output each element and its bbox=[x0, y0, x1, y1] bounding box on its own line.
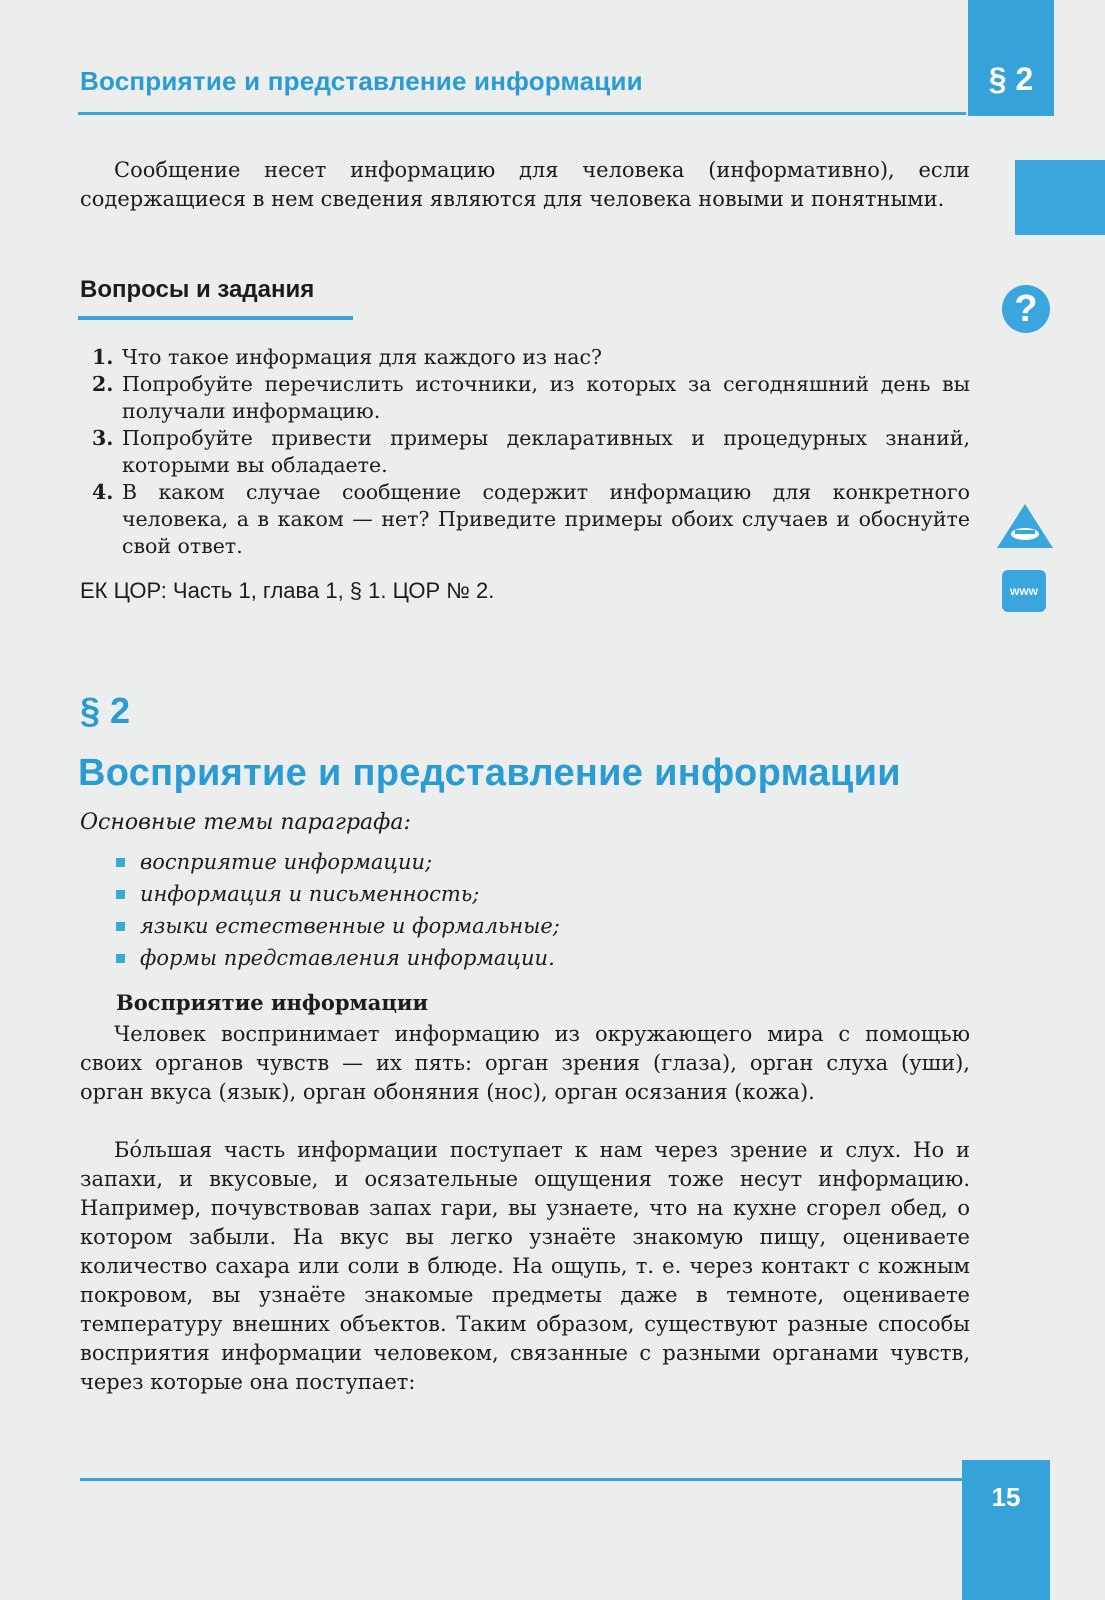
topics-list bbox=[116, 846, 560, 974]
bullet-square-icon bbox=[116, 954, 125, 963]
www-icon: www bbox=[1002, 570, 1046, 612]
section-number: § 2 bbox=[80, 690, 131, 731]
bullet-square-icon bbox=[116, 858, 125, 867]
question-text: Попробуйте привести примеры декларативных и процедурных знаний, которыми вы обладаете. bbox=[122, 426, 970, 477]
side-color-bar bbox=[1015, 160, 1105, 235]
body-paragraph-1: Человек воспринимает информацию из окружающего мира с помощью своих органов чувств — их пять: орган зрения (глаза), орган слуха (уши), орган вкуса (язык), орган обоняния (нос), орган осязания (кожа). bbox=[80, 1022, 970, 1104]
bullet-square-icon bbox=[116, 890, 125, 899]
question-text: В каком случае сообщение содержит информацию для конкретного человека, а в каком — нет? Приведите примеры обоих случаев и обоснуйте свой ответ. bbox=[122, 480, 970, 558]
questions-heading: Вопросы и задания bbox=[80, 276, 315, 303]
questions-heading-rule bbox=[78, 316, 353, 320]
topic-text: информация и письменность; bbox=[140, 882, 480, 906]
footer-rule bbox=[80, 1478, 978, 1481]
question-number: 3. bbox=[92, 426, 114, 450]
question-number: 1. bbox=[92, 345, 114, 369]
list-item bbox=[116, 910, 560, 942]
ecor-reference: ЕК ЦОР: Часть 1, глава 1, § 1. ЦОР № 2. bbox=[80, 578, 495, 603]
list-item bbox=[116, 878, 560, 910]
questions-list bbox=[92, 344, 970, 560]
intro-paragraph: Сообщение несет информацию для человека (информативно), если содержащиеся в нем сведения являются для человека новыми и понятными. bbox=[80, 158, 970, 211]
list-item bbox=[116, 942, 560, 974]
list-item bbox=[92, 479, 970, 560]
topic-text: восприятие информации; bbox=[140, 850, 433, 874]
list-item bbox=[92, 344, 970, 371]
section-tab: § 2 bbox=[968, 0, 1054, 116]
subsection-heading: Восприятие информации bbox=[116, 990, 429, 1015]
topic-text: формы представления информации. bbox=[140, 946, 555, 970]
list-item bbox=[92, 425, 970, 479]
header-rule bbox=[78, 112, 966, 115]
question-icon: ? bbox=[1002, 285, 1050, 333]
workshop-triangle-icon bbox=[995, 502, 1055, 550]
question-text: Попробуйте перечислить источники, из которых за сегодняшний день вы получали информацию. bbox=[122, 372, 970, 423]
topics-heading: Основные темы параграфа: bbox=[80, 810, 411, 835]
question-number: 4. bbox=[92, 480, 114, 504]
body-paragraph-2: Бо́льшая часть информации поступает к нам через зрение и слух. Но и запахи, и вкусовые, и осязательные ощущения тоже несут информацию. Например, почувствовав запах гари, вы узнаете, что на кухне сгорел обед, о котором забыли. На вкус вы легко узнаёте знакомую пищу, оцениваете количество сахара или соли в блюде. На ощупь, т. е. через контакт с кожным покровом, вы узнаёте знакомые предметы даже в темноте, оцениваете температуру внешних объектов. Таким образом, существуют разные способы восприятия информации человеком, связанные с разными органами чувств, через которые она поступает: bbox=[80, 1138, 970, 1394]
question-text: Что такое информация для каждого из нас? bbox=[122, 345, 602, 369]
page-number: 15 bbox=[962, 1460, 1050, 1600]
section-title: Восприятие и представление информации bbox=[78, 752, 901, 794]
bullet-square-icon bbox=[116, 922, 125, 931]
list-item bbox=[92, 371, 970, 425]
list-item bbox=[116, 846, 560, 878]
question-number: 2. bbox=[92, 372, 114, 396]
topic-text: языки естественные и формальные; bbox=[140, 914, 560, 938]
running-header: Восприятие и представление информации bbox=[80, 66, 643, 96]
